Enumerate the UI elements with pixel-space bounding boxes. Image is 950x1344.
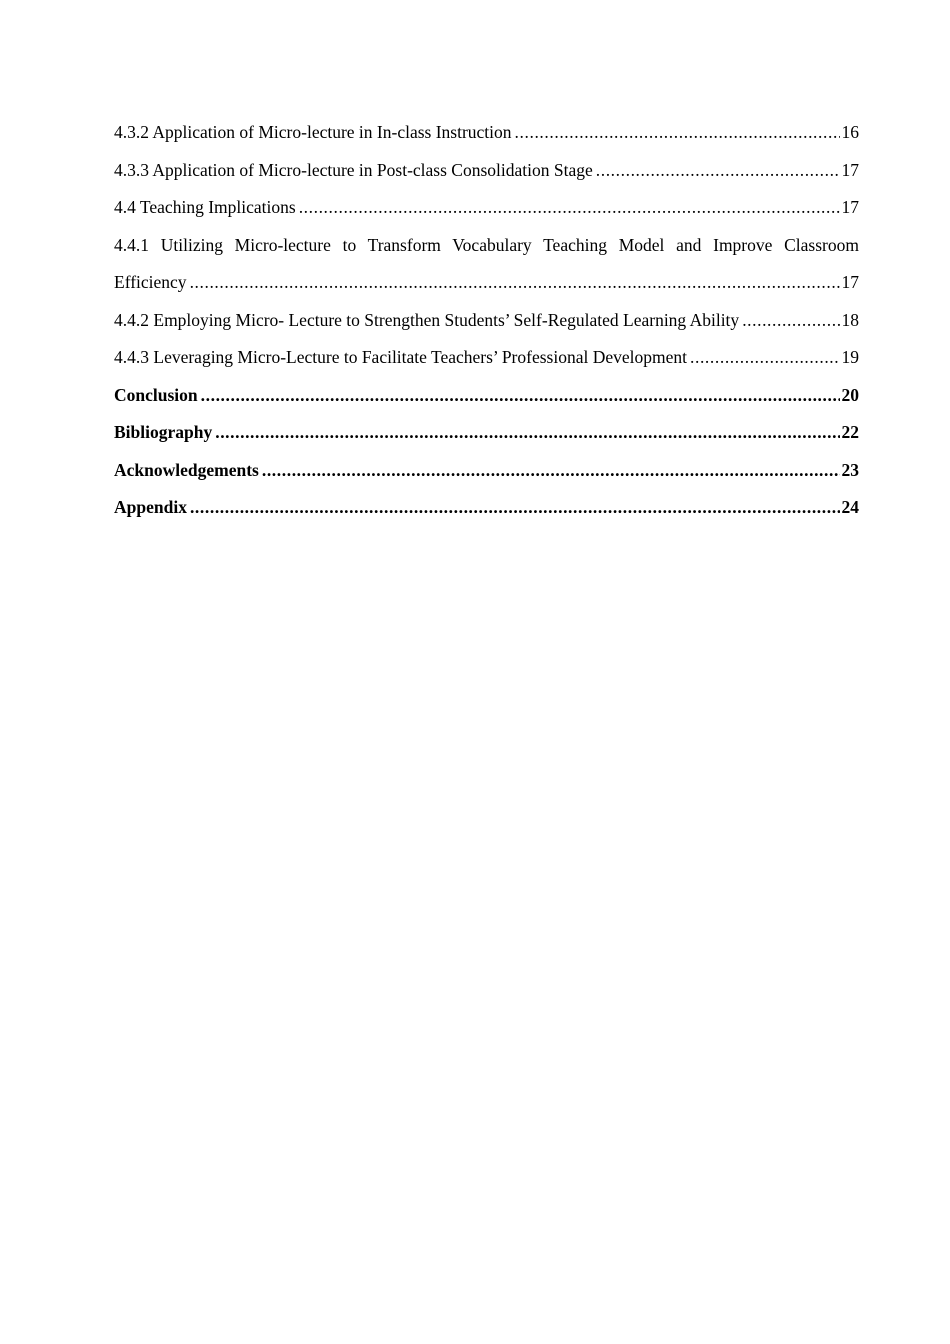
toc-dot-leader (190, 489, 840, 527)
toc-dot-leader (215, 414, 839, 452)
toc-entry-continuation (114, 264, 859, 302)
toc-entry-page: 22 (841, 422, 859, 442)
toc-entry-page: 18 (841, 309, 859, 330)
toc-entry-title: 4.3.3 Application of Micro-lecture in Post-class Consolidation Stage (114, 159, 593, 180)
toc-entry-page: 20 (841, 384, 859, 405)
toc-entry-page: 23 (841, 459, 859, 480)
toc-entry-page: 16 (841, 122, 859, 142)
toc-entry-4-3-2[interactable] (114, 114, 859, 152)
toc-dot-leader (299, 189, 840, 227)
toc-entry-title: 4.4 Teaching Implications (114, 197, 296, 217)
toc-entry-title: 4.3.2 Application of Micro-lecture in In-class Instruction (114, 122, 512, 142)
toc-dot-leader (515, 114, 840, 152)
toc-entry-title: 4.4.2 Employing Micro- Lecture to Strengthen Students’ Self-Regulated Learning Ability (114, 309, 740, 330)
toc-entry-title-line1: 4.4.1 Utilizing Micro-lecture to Transform Vocabulary Teaching Model and Improve Classroom (114, 234, 859, 255)
toc-entry-4-4-2[interactable] (114, 302, 859, 340)
toc-entry-page: 17 (841, 159, 859, 180)
toc-entry-title-line2: Efficiency (114, 272, 187, 292)
toc-dot-leader (201, 377, 840, 415)
toc-entry-appendix[interactable] (114, 489, 859, 527)
toc-entry-title: Bibliography (114, 422, 213, 442)
toc-entry-page: 17 (841, 197, 859, 217)
table-of-contents (114, 114, 859, 527)
toc-entry-conclusion[interactable] (114, 377, 859, 415)
toc-entry-4-4-1[interactable] (114, 227, 859, 302)
toc-entry-title: Conclusion (114, 384, 198, 405)
toc-entry-page: 17 (841, 272, 859, 292)
toc-entry-4-4-3[interactable] (114, 339, 859, 377)
toc-dot-leader (262, 452, 840, 490)
toc-dot-leader (742, 302, 839, 340)
toc-entry-4-4[interactable] (114, 189, 859, 227)
toc-entry-title: Acknowledgements (114, 459, 259, 480)
toc-entry-title: 4.4.3 Leveraging Micro-Lecture to Facilitate Teachers’ Professional Development (114, 347, 687, 367)
toc-entry-bibliography[interactable] (114, 414, 859, 452)
toc-entry-acknowledgements[interactable] (114, 452, 859, 490)
toc-dot-leader (690, 339, 840, 377)
toc-entry-page: 24 (841, 497, 859, 517)
toc-dot-leader (596, 152, 840, 190)
toc-entry-4-3-3[interactable] (114, 152, 859, 190)
toc-entry-title: Appendix (114, 497, 187, 517)
toc-entry-page: 19 (841, 347, 859, 367)
toc-dot-leader (190, 264, 840, 302)
